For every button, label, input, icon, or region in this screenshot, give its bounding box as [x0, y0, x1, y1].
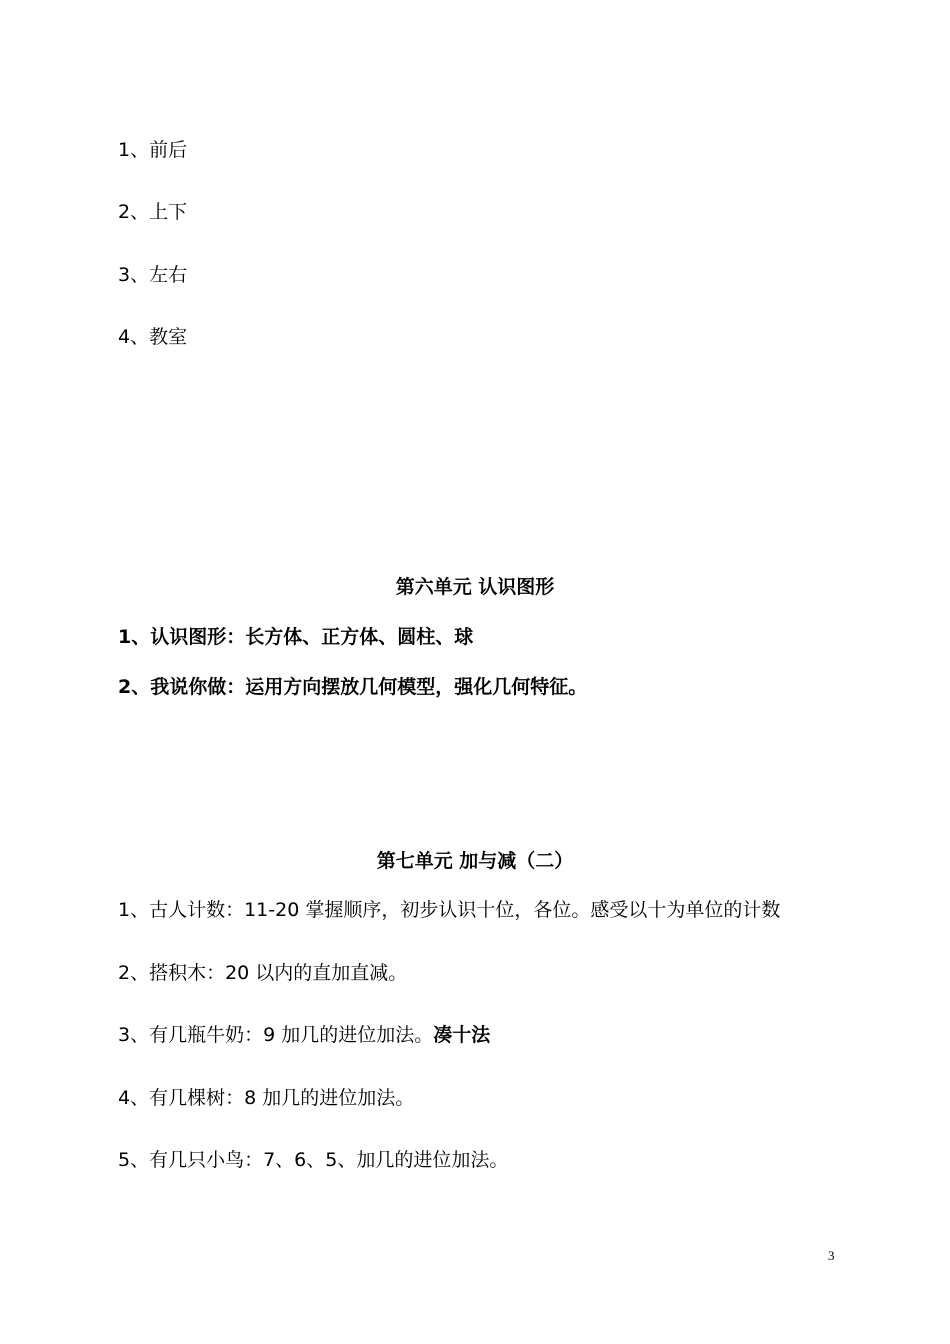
page-number: 3: [828, 1248, 835, 1263]
section7-item-3: [118, 1022, 490, 1048]
section7-item-5: 5、有几只小鸟：7、6、5、加几的进位加法。: [118, 1149, 509, 1171]
section5-item-1: 1、前后: [118, 139, 188, 161]
section7-item-3-text: 3、有几瓶牛奶：9 加几的进位加法。: [118, 1024, 434, 1046]
section5-item-2: 2、上下: [118, 201, 188, 223]
section7-item-1: 1、古人计数：11-20 掌握顺序，初步认识十位，各位。感受以十为单位的计数: [118, 899, 781, 921]
section6-item-2: 2、我说你做：运用方向摆放几何模型，强化几何特征。: [118, 676, 588, 698]
section7-item-3-emphasis: 凑十法: [433, 1024, 491, 1046]
section7-item-2: 2、搭积木：20 以内的直加直减。: [118, 962, 408, 984]
section6-title: 第六单元 认识图形: [395, 576, 555, 598]
section6-item-1: 1、认识图形：长方体、正方体、圆柱、球: [118, 626, 474, 648]
section5-item-4: 4、教室: [118, 326, 188, 348]
section5-item-3: 3、左右: [118, 264, 188, 286]
section7-title: 第七单元 加与减（二）: [376, 850, 574, 872]
section7-item-4: 4、有几棵树：8 加几的进位加法。: [118, 1087, 415, 1109]
